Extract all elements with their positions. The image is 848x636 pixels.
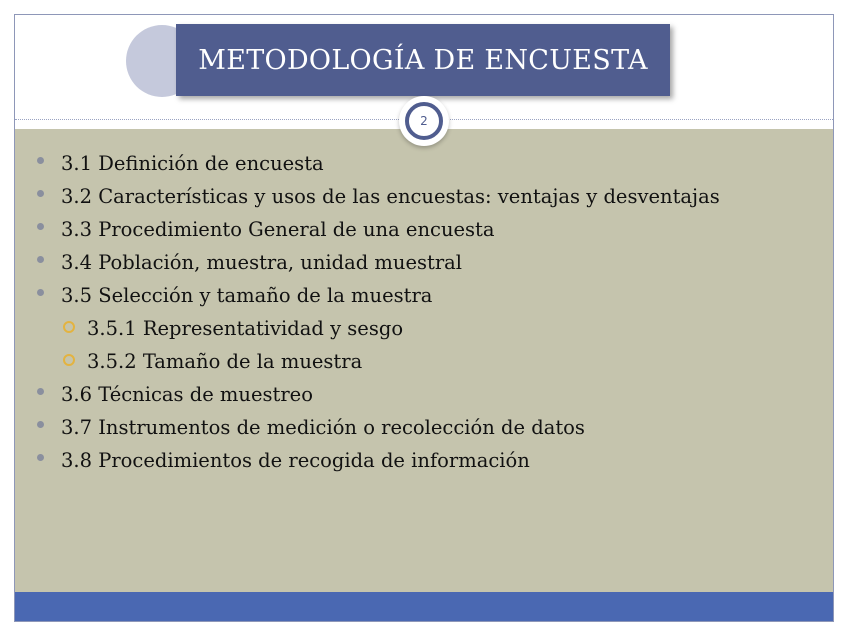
hollow-ring-bullet-icon: [63, 354, 75, 366]
sub-list-item: [15, 312, 720, 345]
list-item-text: 3.7 Instrumentos de medición o recolección de datos: [61, 416, 585, 439]
bullet-list: [15, 147, 720, 477]
list-item: [15, 279, 720, 312]
filled-dot-bullet-icon: [37, 157, 44, 164]
list-item-text: 3.2 Características y usos de las encuestas: ventajas y desventajas: [61, 185, 720, 208]
filled-dot-bullet-icon: [37, 190, 44, 197]
sub-list-item: [15, 345, 720, 378]
slide-title: METODOLOGÍA DE ENCUESTA: [198, 44, 648, 76]
page-number: 2: [420, 114, 428, 128]
list-item-text: 3.8 Procedimientos de recogida de información: [61, 449, 530, 472]
list-item: [15, 147, 720, 180]
filled-dot-bullet-icon: [37, 289, 44, 296]
filled-dot-bullet-icon: [37, 256, 44, 263]
list-item: [15, 411, 720, 444]
list-item-text: 3.3 Procedimiento General de una encuesta: [61, 218, 495, 241]
slide: [14, 14, 834, 622]
sub-list-item-text: 3.5.1 Representatividad y sesgo: [87, 317, 404, 340]
list-item-text: 3.5 Selección y tamaño de la muestra: [61, 284, 433, 307]
footer-band: [15, 592, 833, 621]
page-number-ring: [405, 102, 443, 140]
title-box: [176, 24, 670, 96]
filled-dot-bullet-icon: [37, 223, 44, 230]
list-item: [15, 213, 720, 246]
list-item: [15, 378, 720, 411]
sub-list-item-text: 3.5.2 Tamaño de la muestra: [87, 350, 363, 373]
filled-dot-bullet-icon: [37, 421, 44, 428]
filled-dot-bullet-icon: [37, 454, 44, 461]
filled-dot-bullet-icon: [37, 388, 44, 395]
list-item: [15, 246, 720, 279]
list-item-text: 3.4 Población, muestra, unidad muestral: [61, 251, 463, 274]
list-item-text: 3.6 Técnicas de muestreo: [61, 383, 313, 406]
list-item-text: 3.1 Definición de encuesta: [61, 152, 324, 175]
list-item: [15, 180, 720, 213]
hollow-ring-bullet-icon: [63, 321, 75, 333]
list-item: [15, 444, 720, 477]
page-number-badge: [399, 96, 449, 146]
